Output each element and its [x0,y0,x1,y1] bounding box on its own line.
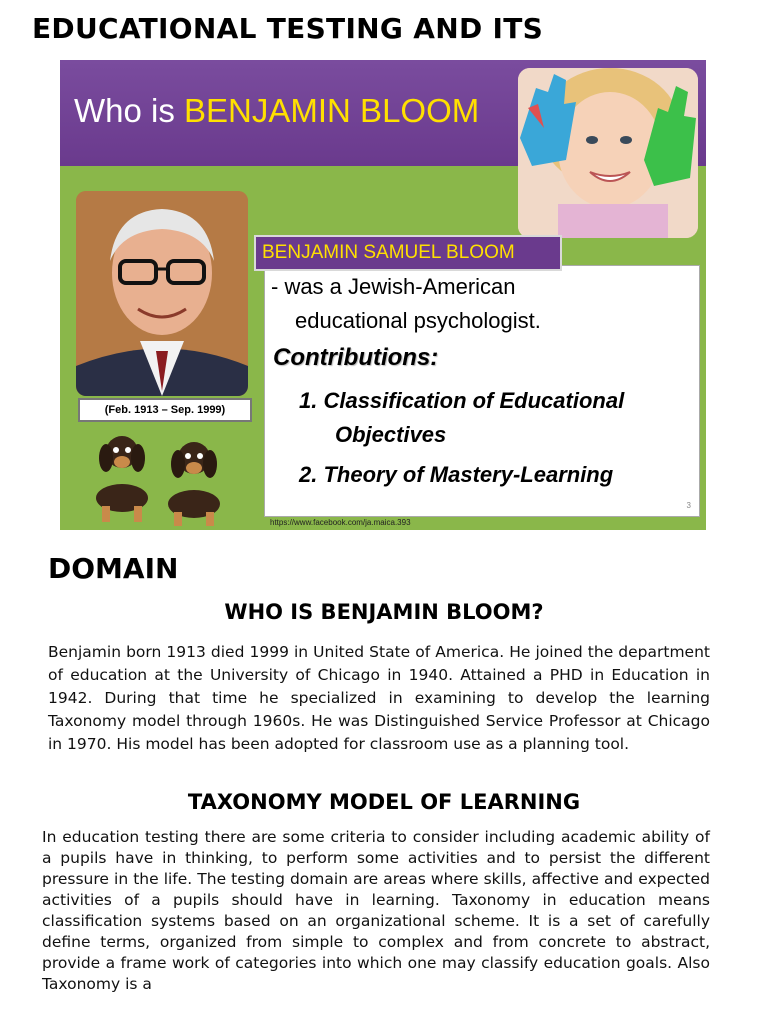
slide-heading-highlight: BENJAMIN BLOOM [184,92,480,129]
slide-heading [74,92,479,130]
dates-caption: (Feb. 1913 – Sep. 1999) [78,398,252,422]
slide-desc-line-2: educational psychologist. [295,308,541,333]
slide-heading-prefix: Who is [74,92,185,129]
dog-illustration [86,428,236,528]
contribution-item-1: 1. Classification of Educational [299,388,625,413]
section-body-taxonomy: In education testing there are some criteria to consider including academic ability of a pupils have in thinking, to perform some activities and to persist the different pressure in the life. The testing domain are areas where skills, affective and expected activities of a pupils should have in learning. Taxonomy in education means classification systems based on an organizational scheme. It is a set of carefully define terms, organized from simple to complex and from concrete to abstract, provide a frame work of categories into which one may classify education goals. Also Taxonomy is a [42,828,710,993]
source-link: https://www.facebook.com/ja.maica.393 [270,518,411,527]
section-heading-taxonomy: TAXONOMY MODEL OF LEARNING [187,790,581,814]
contribution-item-2: 2. Theory of Mastery-Learning [299,462,614,487]
bloom-portrait [76,191,248,396]
domain-heading: DOMAIN [48,552,179,585]
contribution-item-1-cont: Objectives [335,422,447,447]
name-banner: BENJAMIN SAMUEL BLOOM [254,235,562,271]
document-title: EDUCATIONAL TESTING AND ITS [32,12,544,45]
slide-image [60,60,706,530]
child-photo [518,68,698,238]
section-body-bloom: Benjamin born 1913 died 1999 in United State of America. He joined the department of education at the University of Chicago in 1940. Attained a PHD in Education in 1942. During that time he specialized in examining to develop the learning Taxonomy model through 1960s. He was Distinguished Service Professor at Chicago in 1970. His model has been adopted for classroom use as a planning tool. [48,643,710,753]
slide-desc-line-1: - was a Jewish-American [271,274,516,299]
slide-number: 3 [686,501,691,510]
contributions-label: Contributions: [273,344,439,371]
slide-content-box [264,265,700,517]
section-heading-bloom: WHO IS BENJAMIN BLOOM? [224,600,544,624]
